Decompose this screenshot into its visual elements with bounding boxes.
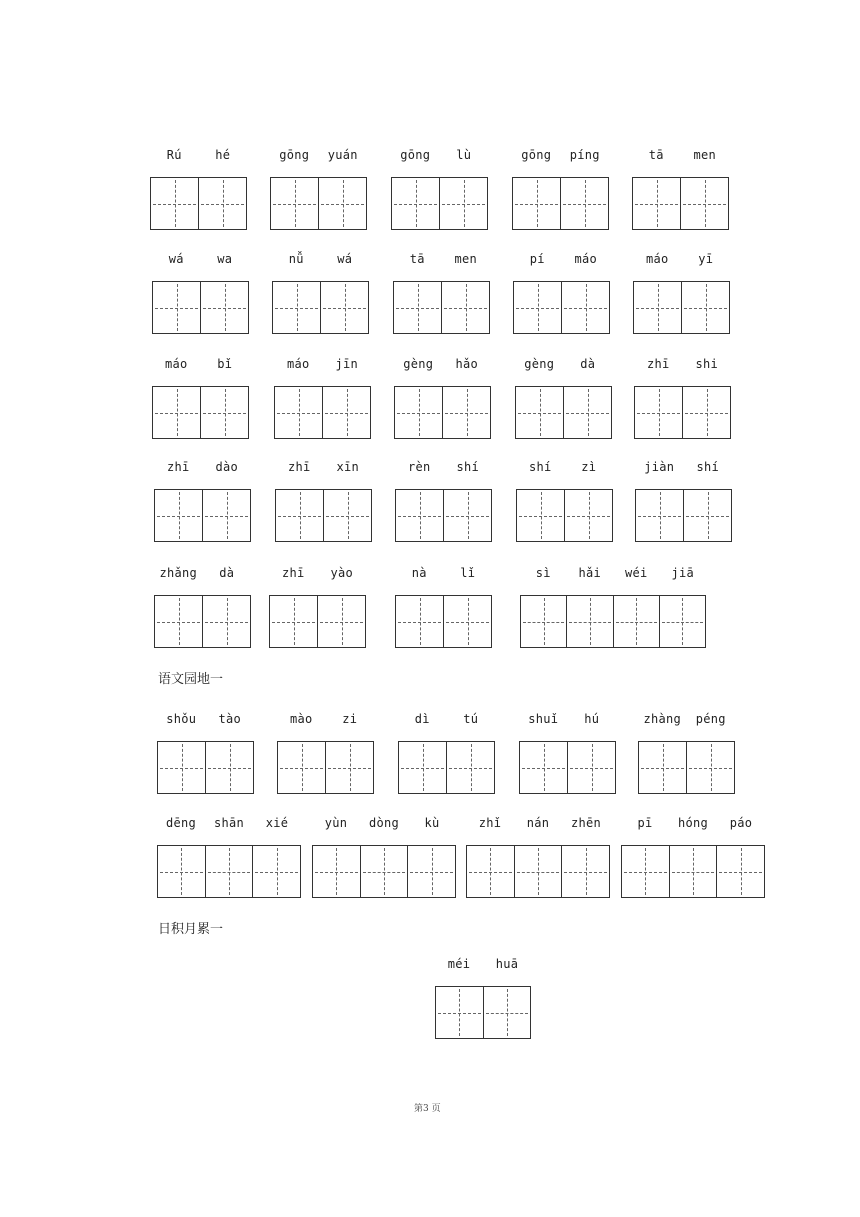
pinyin-syllable: gōng [400,148,431,162]
pinyin-syllable: hǎo [455,357,479,371]
tianzige-cell[interactable] [200,387,248,438]
writing-grid[interactable] [270,177,367,230]
tianzige-cell[interactable] [271,178,318,229]
pinyin-syllable: yuán [327,148,358,162]
pinyin-line [270,148,367,162]
pinyin-syllable: lǐ [460,566,476,580]
pinyin-syllable: zhī [166,460,190,474]
writing-grid[interactable] [157,741,254,794]
pinyin-syllable: shuǐ [528,712,559,726]
tianzige-cell[interactable] [158,846,205,897]
writing-grid[interactable] [269,595,366,648]
pinyin-syllable: zhǎng [159,566,198,580]
tianzige-cell[interactable] [560,178,608,229]
writing-grid[interactable] [394,386,491,439]
pinyin-line [398,712,495,726]
tianzige-cell[interactable] [564,490,612,541]
pinyin-syllable: mào [289,712,313,726]
writing-grid[interactable] [152,281,249,334]
pinyin-syllable: shí [528,460,552,474]
pinyin-line [272,252,369,266]
writing-grid[interactable] [435,986,531,1039]
pinyin-syllable: hǎi [578,566,602,580]
pinyin-syllable: gōng [521,148,552,162]
pinyin-syllable: jiā [671,566,695,580]
tianzige-cell[interactable] [202,596,250,647]
tianzige-cell[interactable] [153,282,200,333]
pinyin-syllable: zhēn [570,816,602,830]
pinyin-syllable: hé [215,148,231,162]
tianzige-cell[interactable] [396,596,443,647]
pinyin-syllable: lù [456,148,472,162]
pinyin-syllable: shān [213,816,245,830]
pinyin-line [312,816,456,830]
tianzige-cell[interactable] [520,742,567,793]
tianzige-cell[interactable] [200,282,248,333]
tianzige-cell[interactable] [681,282,729,333]
tianzige-cell[interactable] [205,846,253,897]
tianzige-cell[interactable] [683,490,731,541]
writing-grid[interactable] [632,177,729,230]
pinyin-line [515,357,612,371]
tianzige-cell[interactable] [467,846,514,897]
pinyin-line [520,566,706,580]
pinyin-syllable: tào [218,712,242,726]
tianzige-cell[interactable] [516,387,563,438]
pinyin-syllable: zhī [646,357,670,371]
pinyin-syllable: hú [584,712,600,726]
writing-grid[interactable] [395,595,492,648]
tianzige-cell[interactable] [561,846,609,897]
writing-grid[interactable] [520,595,706,648]
tianzige-cell[interactable] [202,490,250,541]
writing-grid[interactable] [312,845,456,898]
page-number: 第3 页 [414,1104,441,1114]
pinyin-syllable: páo [729,816,753,830]
writing-grid[interactable] [272,281,369,334]
tianzige-cell[interactable] [278,742,325,793]
pinyin-syllable: men [693,148,717,162]
pinyin-syllable: zi [342,712,358,726]
writing-grid[interactable] [395,489,492,542]
pinyin-syllable: méi [447,957,471,971]
writing-grid[interactable] [621,845,765,898]
pinyin-line [157,712,254,726]
tianzige-cell[interactable] [273,282,320,333]
pinyin-syllable: píng [569,148,600,162]
pinyin-syllable: dà [219,566,235,580]
tianzige-cell[interactable] [680,178,728,229]
section-title: 日积月累一 [158,922,224,937]
tianzige-cell[interactable] [441,282,489,333]
pinyin-syllable: dà [580,357,596,371]
writing-grid[interactable] [150,177,247,230]
tianzige-cell[interactable] [155,596,202,647]
tianzige-cell[interactable] [682,387,730,438]
writing-grid[interactable] [274,386,371,439]
pinyin-line [154,460,251,474]
tianzige-cell[interactable] [252,846,300,897]
pinyin-syllable: hóng [677,816,709,830]
tianzige-cell[interactable] [317,596,365,647]
pinyin-line [435,957,531,971]
tianzige-cell[interactable] [151,178,198,229]
tianzige-cell[interactable] [635,387,682,438]
tianzige-cell[interactable] [442,387,490,438]
pinyin-line [512,148,609,162]
pinyin-syllable: péng [695,712,726,726]
pinyin-syllable: jiàn [644,460,675,474]
tianzige-cell[interactable] [669,846,717,897]
writing-grid[interactable] [275,489,372,542]
tianzige-cell[interactable] [313,846,360,897]
section-title: 语文园地一 [158,672,224,687]
pinyin-syllable: shǒu [166,712,197,726]
tianzige-cell[interactable] [439,178,487,229]
tianzige-cell[interactable] [320,282,368,333]
pinyin-syllable: shí [456,460,480,474]
pinyin-line [394,357,491,371]
pinyin-syllable: wéi [624,566,648,580]
pinyin-syllable: rèn [407,460,431,474]
pinyin-line [519,712,616,726]
pinyin-line [638,712,735,726]
pinyin-line [277,712,374,726]
pinyin-syllable: yùn [324,816,348,830]
pinyin-line [274,357,371,371]
pinyin-syllable: tú [463,712,479,726]
writing-grid[interactable] [391,177,488,230]
pinyin-syllable: zhǐ [478,816,502,830]
pinyin-syllable: máo [574,252,598,266]
pinyin-line [154,566,251,580]
pinyin-syllable: yào [330,566,354,580]
tianzige-cell[interactable] [275,387,322,438]
pinyin-syllable: men [454,252,478,266]
pinyin-line [393,252,490,266]
tianzige-cell[interactable] [443,596,491,647]
tianzige-cell[interactable] [514,846,562,897]
pinyin-syllable: gōng [279,148,310,162]
pinyin-syllable: kù [424,816,440,830]
pinyin-line [395,460,492,474]
tianzige-cell[interactable] [399,742,446,793]
pinyin-line [150,148,247,162]
pinyin-syllable: shi [695,357,719,371]
tianzige-cell[interactable] [633,178,680,229]
tianzige-cell[interactable] [521,596,566,647]
pinyin-syllable: zhī [281,566,305,580]
tianzige-cell[interactable] [318,178,366,229]
pinyin-syllable: jīn [335,357,359,371]
pinyin-syllable: máo [645,252,669,266]
pinyin-syllable: máo [286,357,310,371]
tianzige-cell[interactable] [270,596,317,647]
tianzige-cell[interactable] [205,742,253,793]
pinyin-syllable: dēng [165,816,197,830]
tianzige-cell[interactable] [636,490,683,541]
tianzige-cell[interactable] [659,596,705,647]
pinyin-syllable: bǐ [217,357,233,371]
pinyin-syllable: zhàng [643,712,682,726]
tianzige-cell[interactable] [436,987,483,1038]
tianzige-cell[interactable] [394,282,441,333]
tianzige-cell[interactable] [407,846,455,897]
pinyin-line [152,357,249,371]
tianzige-cell[interactable] [396,490,443,541]
tianzige-cell[interactable] [716,846,764,897]
writing-grid[interactable] [157,845,301,898]
tianzige-cell[interactable] [198,178,246,229]
writing-grid[interactable] [513,281,610,334]
pinyin-syllable: dào [215,460,239,474]
pinyin-syllable: pí [529,252,545,266]
pinyin-line [621,816,765,830]
tianzige-cell[interactable] [155,490,202,541]
tianzige-cell[interactable] [686,742,734,793]
writing-grid[interactable] [633,281,730,334]
writing-grid[interactable] [393,281,490,334]
writing-grid[interactable] [515,386,612,439]
tianzige-cell[interactable] [514,282,561,333]
tianzige-cell[interactable] [566,596,612,647]
tianzige-cell[interactable] [360,846,408,897]
pinyin-line [391,148,488,162]
writing-grid[interactable] [635,489,732,542]
tianzige-cell[interactable] [483,987,531,1038]
writing-grid[interactable] [154,595,251,648]
pinyin-line [513,252,610,266]
pinyin-syllable: tā [648,148,664,162]
tianzige-cell[interactable] [158,742,205,793]
pinyin-syllable: wá [168,252,184,266]
pinyin-line [634,357,731,371]
pinyin-syllable: zhī [287,460,311,474]
writing-grid[interactable] [398,741,495,794]
writing-grid[interactable] [638,741,735,794]
writing-grid[interactable] [154,489,251,542]
pinyin-line [635,460,732,474]
writing-grid[interactable] [516,489,613,542]
pinyin-syllable: sì [535,566,551,580]
writing-grid[interactable] [466,845,610,898]
pinyin-syllable: dì [414,712,430,726]
pinyin-syllable: shí [696,460,720,474]
writing-grid[interactable] [152,386,249,439]
tianzige-cell[interactable] [153,387,200,438]
pinyin-syllable: wa [217,252,233,266]
pinyin-line [633,252,730,266]
tianzige-cell[interactable] [634,282,681,333]
tianzige-cell[interactable] [446,742,494,793]
tianzige-cell[interactable] [443,490,491,541]
pinyin-syllable: dòng [368,816,400,830]
pinyin-syllable: zì [581,460,597,474]
tianzige-cell[interactable] [323,490,371,541]
pinyin-line [275,460,372,474]
tianzige-cell[interactable] [513,178,560,229]
pinyin-syllable: gèng [403,357,434,371]
tianzige-cell[interactable] [567,742,615,793]
pinyin-line [466,816,610,830]
pinyin-line [516,460,613,474]
tianzige-cell[interactable] [563,387,611,438]
pinyin-line [269,566,366,580]
writing-grid[interactable] [512,177,609,230]
pinyin-syllable: xīn [336,460,360,474]
tianzige-cell[interactable] [276,490,323,541]
pinyin-syllable: gèng [524,357,555,371]
pinyin-syllable: yī [698,252,714,266]
pinyin-line [157,816,301,830]
pinyin-syllable: wá [337,252,353,266]
tianzige-cell[interactable] [613,596,659,647]
pinyin-syllable: Rú [166,148,182,162]
pinyin-line [632,148,729,162]
tianzige-cell[interactable] [325,742,373,793]
pinyin-line [152,252,249,266]
pinyin-syllable: huā [495,957,519,971]
writing-grid[interactable] [277,741,374,794]
tianzige-cell[interactable] [517,490,564,541]
writing-grid[interactable] [519,741,616,794]
pinyin-syllable: nǚ [288,252,304,266]
pinyin-syllable: tā [409,252,425,266]
tianzige-cell[interactable] [392,178,439,229]
pinyin-syllable: nán [526,816,550,830]
tianzige-cell[interactable] [561,282,609,333]
pinyin-syllable: nà [411,566,427,580]
tianzige-cell[interactable] [622,846,669,897]
pinyin-line [395,566,492,580]
pinyin-syllable: pī [637,816,653,830]
pinyin-syllable: máo [164,357,188,371]
tianzige-cell[interactable] [322,387,370,438]
pinyin-syllable: xié [265,816,289,830]
writing-grid[interactable] [634,386,731,439]
tianzige-cell[interactable] [639,742,686,793]
tianzige-cell[interactable] [395,387,442,438]
